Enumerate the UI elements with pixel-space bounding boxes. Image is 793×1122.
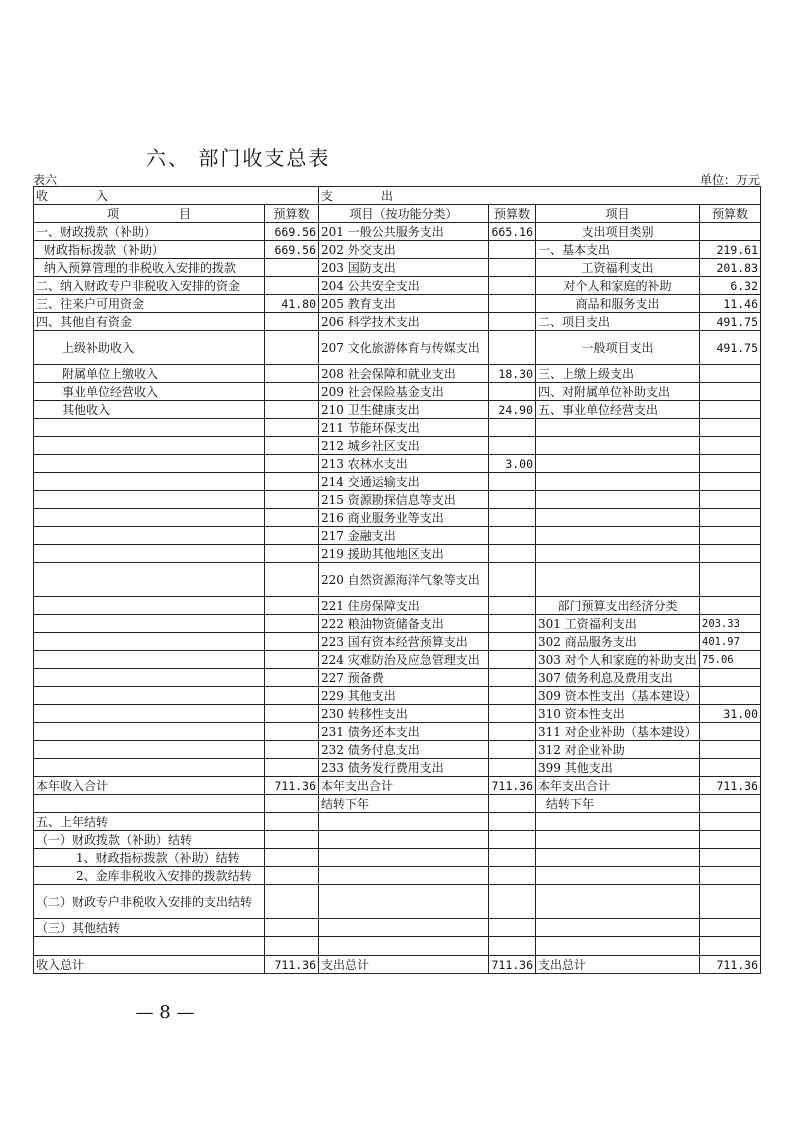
function-budget-cell bbox=[489, 527, 536, 545]
table-row bbox=[34, 331, 761, 365]
income-budget-cell bbox=[265, 545, 319, 563]
function-item-cell bbox=[319, 831, 489, 849]
income-item-cell bbox=[34, 795, 265, 813]
function-item-cell: 232 债务付息支出 bbox=[319, 741, 489, 759]
function-budget-cell bbox=[489, 259, 536, 277]
table-row bbox=[34, 365, 761, 383]
category-budget-cell bbox=[700, 473, 761, 491]
table-row bbox=[34, 795, 761, 813]
category-budget-cell bbox=[700, 437, 761, 455]
income-budget-cell bbox=[265, 687, 319, 705]
category-item-cell bbox=[536, 455, 700, 473]
function-budget-cell bbox=[489, 937, 536, 956]
table-row bbox=[34, 277, 761, 295]
income-item-cell bbox=[34, 651, 265, 669]
category-item-cell: 对个人和家庭的补助 bbox=[536, 277, 700, 295]
function-budget-cell bbox=[489, 849, 536, 867]
function-budget-cell bbox=[489, 383, 536, 401]
category-item-cell bbox=[536, 437, 700, 455]
income-item-cell: （二）财政专户非税收入安排的支出结转 bbox=[34, 885, 265, 919]
income-budget-cell bbox=[265, 401, 319, 419]
income-budget-cell bbox=[265, 473, 319, 491]
table-row bbox=[34, 491, 761, 509]
category-item-cell bbox=[536, 849, 700, 867]
function-item-cell: 210 卫生健康支出 bbox=[319, 401, 489, 419]
category-item-cell bbox=[536, 885, 700, 919]
function-budget-cell bbox=[489, 705, 536, 723]
function-budget-cell bbox=[489, 759, 536, 777]
category-item-cell: 309 资本性支出（基本建设） bbox=[536, 687, 700, 705]
income-budget-cell: 669.56 bbox=[265, 223, 319, 241]
category-item-cell bbox=[536, 545, 700, 563]
function-budget-cell bbox=[489, 313, 536, 331]
function-item-cell bbox=[319, 919, 489, 937]
function-budget-cell bbox=[489, 633, 536, 651]
table-row bbox=[34, 633, 761, 651]
income-item-cell: 纳入预算管理的非税收入安排的拨款 bbox=[34, 259, 265, 277]
income-budget-cell bbox=[265, 419, 319, 437]
function-budget-cell: 18.30 bbox=[489, 365, 536, 383]
income-budget-cell bbox=[265, 259, 319, 277]
function-budget-cell bbox=[489, 795, 536, 813]
function-item-cell: 223 国有资本经营预算支出 bbox=[319, 633, 489, 651]
table-row bbox=[34, 687, 761, 705]
income-budget-cell bbox=[265, 365, 319, 383]
category-budget-cell bbox=[700, 365, 761, 383]
income-section-header: 收 入 bbox=[34, 187, 319, 205]
function-item-cell: 207 文化旅游体育与传媒支出 bbox=[319, 331, 489, 365]
table-row bbox=[34, 885, 761, 919]
category-item-cell: 302 商品服务支出 bbox=[536, 633, 700, 651]
income-item-cell bbox=[34, 705, 265, 723]
function-item-cell: 202 外交支出 bbox=[319, 241, 489, 259]
table-body bbox=[34, 187, 761, 974]
category-budget-cell bbox=[700, 383, 761, 401]
table-row bbox=[34, 956, 761, 974]
category-budget-cell: 491.75 bbox=[700, 313, 761, 331]
income-item-cell bbox=[34, 455, 265, 473]
budget-summary-table bbox=[33, 186, 761, 974]
expense-section-header: 支 出 bbox=[319, 187, 761, 205]
income-item-cell bbox=[34, 597, 265, 615]
category-item-cell: 310 资本性支出 bbox=[536, 705, 700, 723]
category-item-cell: 312 对企业补助 bbox=[536, 741, 700, 759]
category-item-cell: 三、上缴上级支出 bbox=[536, 365, 700, 383]
income-item-cell bbox=[34, 527, 265, 545]
income-item-cell bbox=[34, 509, 265, 527]
col-header-budget: 预算数 bbox=[265, 205, 319, 223]
function-budget-cell: 711.36 bbox=[489, 956, 536, 974]
page-title: 六、 部门收支总表 bbox=[146, 146, 331, 170]
function-budget-cell bbox=[489, 545, 536, 563]
category-item-cell: 二、项目支出 bbox=[536, 313, 700, 331]
income-item-cell: 四、其他自有资金 bbox=[34, 313, 265, 331]
function-item-cell: 214 交通运输支出 bbox=[319, 473, 489, 491]
page-number: — 8 — bbox=[135, 1002, 195, 1023]
function-budget-cell bbox=[489, 669, 536, 687]
income-item-cell: 财政指标拨款（补助） bbox=[34, 241, 265, 259]
category-budget-cell bbox=[700, 223, 761, 241]
table-row bbox=[34, 383, 761, 401]
income-budget-cell bbox=[265, 563, 319, 597]
function-item-cell: 205 教育支出 bbox=[319, 295, 489, 313]
income-item-cell: 1、财政指标拨款（补助）结转 bbox=[34, 849, 265, 867]
section-header-row bbox=[34, 187, 761, 205]
table-row bbox=[34, 241, 761, 259]
column-header-row bbox=[34, 205, 761, 223]
function-budget-cell bbox=[489, 723, 536, 741]
table-row bbox=[34, 831, 761, 849]
income-budget-cell bbox=[265, 919, 319, 937]
income-item-cell: 收入总计 bbox=[34, 956, 265, 974]
function-item-cell: 201 一般公共服务支出 bbox=[319, 223, 489, 241]
category-item-cell: 一般项目支出 bbox=[536, 331, 700, 365]
table-row bbox=[34, 545, 761, 563]
col-header-budget-2: 预算数 bbox=[489, 205, 536, 223]
table-row bbox=[34, 741, 761, 759]
table-row bbox=[34, 705, 761, 723]
income-item-cell: 上级补助收入 bbox=[34, 331, 265, 365]
category-item-cell: 本年支出合计 bbox=[536, 777, 700, 795]
function-budget-cell bbox=[489, 615, 536, 633]
function-item-cell: 204 公共安全支出 bbox=[319, 277, 489, 295]
function-item-cell: 213 农林水支出 bbox=[319, 455, 489, 473]
table-row bbox=[34, 455, 761, 473]
category-budget-cell: 219.61 bbox=[700, 241, 761, 259]
category-item-cell: 商品和服务支出 bbox=[536, 295, 700, 313]
income-item-cell: 一、财政拨款（补助） bbox=[34, 223, 265, 241]
function-item-cell bbox=[319, 937, 489, 956]
category-budget-cell bbox=[700, 491, 761, 509]
category-budget-cell bbox=[700, 831, 761, 849]
table-row bbox=[34, 313, 761, 331]
income-budget-cell bbox=[265, 759, 319, 777]
category-item-cell: 301 工资福利支出 bbox=[536, 615, 700, 633]
function-budget-cell: 711.36 bbox=[489, 777, 536, 795]
category-budget-cell bbox=[700, 759, 761, 777]
category-budget-cell bbox=[700, 527, 761, 545]
income-item-cell bbox=[34, 669, 265, 687]
function-budget-cell bbox=[489, 419, 536, 437]
category-item-cell: 311 对企业补助（基本建设） bbox=[536, 723, 700, 741]
function-budget-cell bbox=[489, 651, 536, 669]
category-item-cell bbox=[536, 419, 700, 437]
category-budget-cell bbox=[700, 849, 761, 867]
category-item-cell bbox=[536, 813, 700, 831]
function-budget-cell: 3.00 bbox=[489, 455, 536, 473]
category-budget-cell: 11.46 bbox=[700, 295, 761, 313]
income-item-cell bbox=[34, 723, 265, 741]
category-budget-cell bbox=[700, 795, 761, 813]
income-budget-cell bbox=[265, 723, 319, 741]
income-budget-cell: 711.36 bbox=[265, 956, 319, 974]
category-budget-cell bbox=[700, 669, 761, 687]
income-item-cell: 附属单位上缴收入 bbox=[34, 365, 265, 383]
income-budget-cell: 711.36 bbox=[265, 777, 319, 795]
function-budget-cell bbox=[489, 295, 536, 313]
category-budget-cell bbox=[700, 885, 761, 919]
function-item-cell: 208 社会保障和就业支出 bbox=[319, 365, 489, 383]
function-item-cell: 224 灾难防治及应急管理支出 bbox=[319, 651, 489, 669]
category-budget-cell bbox=[700, 455, 761, 473]
income-item-cell: 五、上年结转 bbox=[34, 813, 265, 831]
category-item-cell: 303 对个人和家庭的补助支出 bbox=[536, 651, 700, 669]
income-item-cell bbox=[34, 937, 265, 956]
category-budget-cell: 75.06 bbox=[700, 651, 761, 669]
function-item-cell bbox=[319, 849, 489, 867]
function-item-cell: 215 资源勘探信息等支出 bbox=[319, 491, 489, 509]
function-budget-cell bbox=[489, 563, 536, 597]
table-row bbox=[34, 563, 761, 597]
income-budget-cell bbox=[265, 831, 319, 849]
function-item-cell: 221 住房保障支出 bbox=[319, 597, 489, 615]
function-item-cell bbox=[319, 885, 489, 919]
table-row bbox=[34, 937, 761, 956]
function-item-cell bbox=[319, 867, 489, 885]
income-item-cell: 三、往来户可用资金 bbox=[34, 295, 265, 313]
category-budget-cell: 491.75 bbox=[700, 331, 761, 365]
category-item-cell bbox=[536, 473, 700, 491]
function-budget-cell bbox=[489, 509, 536, 527]
function-item-cell: 211 节能环保支出 bbox=[319, 419, 489, 437]
income-item-cell bbox=[34, 545, 265, 563]
income-budget-cell bbox=[265, 633, 319, 651]
function-budget-cell: 665.16 bbox=[489, 223, 536, 241]
category-budget-cell bbox=[700, 919, 761, 937]
income-item-cell bbox=[34, 687, 265, 705]
function-budget-cell bbox=[489, 741, 536, 759]
category-budget-cell bbox=[700, 813, 761, 831]
category-item-cell bbox=[536, 919, 700, 937]
category-budget-cell bbox=[700, 741, 761, 759]
income-budget-cell bbox=[265, 867, 319, 885]
income-budget-cell bbox=[265, 813, 319, 831]
category-item-cell: 部门预算支出经济分类 bbox=[536, 597, 700, 615]
table-row bbox=[34, 849, 761, 867]
table-row bbox=[34, 615, 761, 633]
function-item-cell: 216 商业服务业等支出 bbox=[319, 509, 489, 527]
function-item-cell: 本年支出合计 bbox=[319, 777, 489, 795]
table-row bbox=[34, 259, 761, 277]
income-budget-cell: 41.80 bbox=[265, 295, 319, 313]
table-row bbox=[34, 473, 761, 491]
category-budget-cell: 31.00 bbox=[700, 705, 761, 723]
income-item-cell bbox=[34, 633, 265, 651]
table-row bbox=[34, 651, 761, 669]
category-budget-cell: 6.32 bbox=[700, 277, 761, 295]
income-budget-cell bbox=[265, 437, 319, 455]
function-budget-cell bbox=[489, 813, 536, 831]
category-item-cell: 307 债务利息及费用支出 bbox=[536, 669, 700, 687]
col-header-budget-3: 预算数 bbox=[700, 205, 761, 223]
category-item-cell: 工资福利支出 bbox=[536, 259, 700, 277]
income-item-cell: 本年收入合计 bbox=[34, 777, 265, 795]
income-item-cell: 2、金库非税收入安排的拨款结转 bbox=[34, 867, 265, 885]
income-item-cell bbox=[34, 491, 265, 509]
income-item-cell bbox=[34, 437, 265, 455]
category-item-cell: 五、事业单位经营支出 bbox=[536, 401, 700, 419]
category-budget-cell: 711.36 bbox=[700, 956, 761, 974]
function-budget-cell: 24.90 bbox=[489, 401, 536, 419]
table-row bbox=[34, 597, 761, 615]
function-item-cell: 219 援助其他地区支出 bbox=[319, 545, 489, 563]
category-budget-cell bbox=[700, 597, 761, 615]
table-row bbox=[34, 401, 761, 419]
table-row bbox=[34, 527, 761, 545]
function-budget-cell bbox=[489, 831, 536, 849]
function-item-cell: 209 社会保险基金支出 bbox=[319, 383, 489, 401]
category-item-cell bbox=[536, 491, 700, 509]
category-budget-cell bbox=[700, 509, 761, 527]
income-item-cell: 事业单位经营收入 bbox=[34, 383, 265, 401]
function-budget-cell bbox=[489, 885, 536, 919]
function-item-cell: 230 转移性支出 bbox=[319, 705, 489, 723]
table-row bbox=[34, 509, 761, 527]
income-budget-cell bbox=[265, 651, 319, 669]
function-item-cell bbox=[319, 813, 489, 831]
category-item-cell: 支出总计 bbox=[536, 956, 700, 974]
category-budget-cell bbox=[700, 545, 761, 563]
function-item-cell: 支出总计 bbox=[319, 956, 489, 974]
income-item-cell bbox=[34, 741, 265, 759]
income-budget-cell bbox=[265, 509, 319, 527]
category-item-cell: 一、基本支出 bbox=[536, 241, 700, 259]
income-budget-cell bbox=[265, 313, 319, 331]
income-item-cell bbox=[34, 473, 265, 491]
table-row bbox=[34, 813, 761, 831]
category-budget-cell bbox=[700, 401, 761, 419]
income-budget-cell bbox=[265, 277, 319, 295]
table-row bbox=[34, 777, 761, 795]
category-budget-cell: 201.83 bbox=[700, 259, 761, 277]
category-item-cell bbox=[536, 509, 700, 527]
table-row bbox=[34, 723, 761, 741]
income-budget-cell bbox=[265, 383, 319, 401]
category-budget-cell bbox=[700, 937, 761, 956]
category-item-cell: 399 其他支出 bbox=[536, 759, 700, 777]
function-item-cell: 233 债务发行费用支出 bbox=[319, 759, 489, 777]
category-item-cell: 支出项目类别 bbox=[536, 223, 700, 241]
col-header-function: 项目（按功能分类） bbox=[319, 205, 489, 223]
income-item-cell: 其他收入 bbox=[34, 401, 265, 419]
income-item-cell: （一）财政拨款（补助）结转 bbox=[34, 831, 265, 849]
function-budget-cell bbox=[489, 919, 536, 937]
category-item-cell bbox=[536, 563, 700, 597]
table-row bbox=[34, 437, 761, 455]
table-row bbox=[34, 419, 761, 437]
income-item-cell bbox=[34, 419, 265, 437]
table-row bbox=[34, 669, 761, 687]
category-item-cell bbox=[536, 937, 700, 956]
function-budget-cell bbox=[489, 277, 536, 295]
function-budget-cell bbox=[489, 867, 536, 885]
function-budget-cell bbox=[489, 331, 536, 365]
income-item-cell: （三）其他结转 bbox=[34, 919, 265, 937]
col-header-item: 项 目 bbox=[34, 205, 265, 223]
category-item-cell: 结转下年 bbox=[536, 795, 700, 813]
category-budget-cell bbox=[700, 687, 761, 705]
category-item-cell bbox=[536, 527, 700, 545]
income-budget-cell bbox=[265, 741, 319, 759]
function-budget-cell bbox=[489, 687, 536, 705]
col-header-category: 项目 bbox=[536, 205, 700, 223]
table-row bbox=[34, 223, 761, 241]
table-row bbox=[34, 867, 761, 885]
unit-label: 单位：万元 bbox=[699, 173, 760, 187]
function-item-cell: 227 预备费 bbox=[319, 669, 489, 687]
category-budget-cell bbox=[700, 867, 761, 885]
table-label: 表六 bbox=[33, 173, 58, 187]
category-item-cell bbox=[536, 831, 700, 849]
income-budget-cell bbox=[265, 615, 319, 633]
income-budget-cell bbox=[265, 331, 319, 365]
income-budget-cell bbox=[265, 795, 319, 813]
function-item-cell: 206 科学技术支出 bbox=[319, 313, 489, 331]
table-row bbox=[34, 759, 761, 777]
category-budget-cell bbox=[700, 419, 761, 437]
function-item-cell: 203 国防支出 bbox=[319, 259, 489, 277]
function-budget-cell bbox=[489, 597, 536, 615]
income-budget-cell bbox=[265, 705, 319, 723]
income-budget-cell bbox=[265, 455, 319, 473]
function-budget-cell bbox=[489, 437, 536, 455]
income-item-cell bbox=[34, 759, 265, 777]
income-budget-cell bbox=[265, 937, 319, 956]
income-budget-cell bbox=[265, 491, 319, 509]
category-budget-cell: 203.33 bbox=[700, 615, 761, 633]
income-item-cell bbox=[34, 563, 265, 597]
income-budget-cell bbox=[265, 885, 319, 919]
income-budget-cell bbox=[265, 669, 319, 687]
income-budget-cell bbox=[265, 597, 319, 615]
function-item-cell: 222 粮油物资储备支出 bbox=[319, 615, 489, 633]
category-item-cell: 四、对附属单位补助支出 bbox=[536, 383, 700, 401]
function-budget-cell bbox=[489, 473, 536, 491]
category-budget-cell bbox=[700, 723, 761, 741]
income-budget-cell bbox=[265, 849, 319, 867]
income-budget-cell: 669.56 bbox=[265, 241, 319, 259]
function-item-cell: 229 其他支出 bbox=[319, 687, 489, 705]
category-budget-cell: 711.36 bbox=[700, 777, 761, 795]
income-item-cell bbox=[34, 615, 265, 633]
function-budget-cell bbox=[489, 491, 536, 509]
function-item-cell: 217 金融支出 bbox=[319, 527, 489, 545]
table-row bbox=[34, 295, 761, 313]
category-budget-cell: 401.97 bbox=[700, 633, 761, 651]
category-budget-cell bbox=[700, 563, 761, 597]
table-row bbox=[34, 919, 761, 937]
function-budget-cell bbox=[489, 241, 536, 259]
income-budget-cell bbox=[265, 527, 319, 545]
function-item-cell: 220 自然资源海洋气象等支出 bbox=[319, 563, 489, 597]
function-item-cell: 结转下年 bbox=[319, 795, 489, 813]
income-item-cell: 二、纳入财政专户非税收入安排的资金 bbox=[34, 277, 265, 295]
category-item-cell bbox=[536, 867, 700, 885]
function-item-cell: 212 城乡社区支出 bbox=[319, 437, 489, 455]
function-item-cell: 231 债务还本支出 bbox=[319, 723, 489, 741]
